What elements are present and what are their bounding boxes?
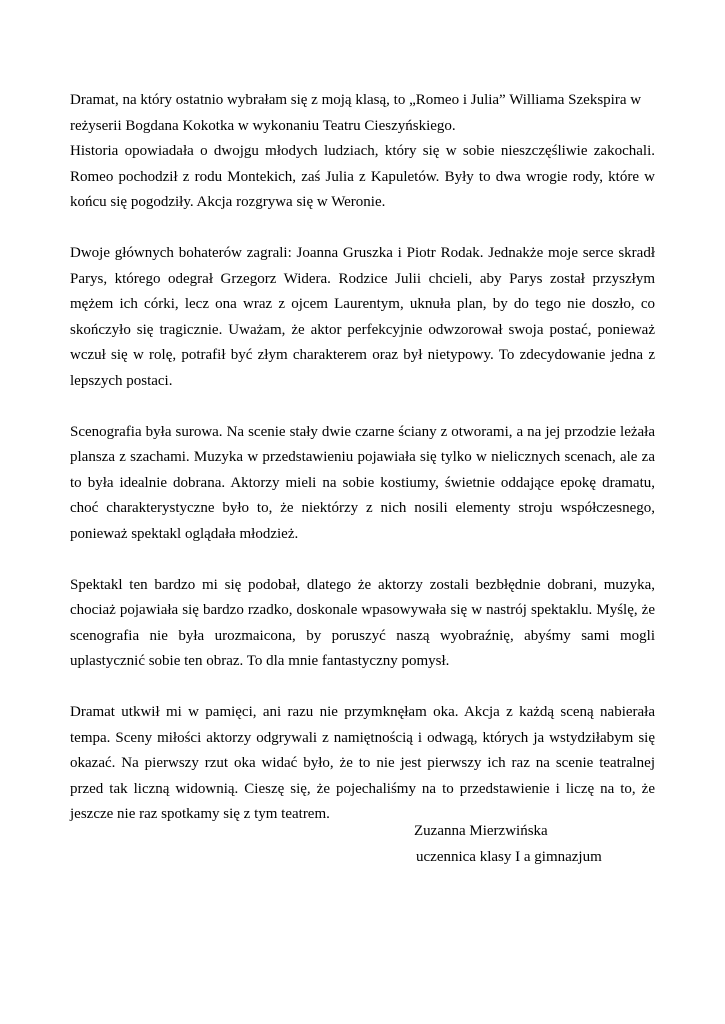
signature-block xyxy=(414,819,602,870)
paragraph-scenography: Scenografia była surowa. Na scenie stały dwie czarne ściany z otworami, a na jej przodzie leżała plansza z szachami. Muzyka w przedstawieniu pojawiała się tylko w nielicznych scenach, ale za to była idealnie dobrana. Aktorzy mieli na sobie kostiumy, świetnie oddające epokę dramatu, choć charakterystyczne było to, że niektórzy z nich nosili elementy stroju współczesnego, ponieważ spektakl oglądała młodzież. xyxy=(70,423,655,542)
paragraph-gap xyxy=(70,675,655,701)
paragraph-actors: Dwoje głównych bohaterów zagrali: Joanna Gruszka i Piotr Rodak. Jednakże moje serce skradł Parys, którego odegrał Grzegorz Widera. Rodzice Julii chcieli, aby Parys został przyszłym mężem ich córki, lecz ona wraz z ojcem Laurentym, uknuła plan, by do tego nie doszło, co skończyło się tragicznie. Uważam, że aktor perfekcyjnie odwzorował swoja postać, ponieważ wczuł się w rolę, potrafił być złym charakterem oraz był nietypowy. To zdecydowanie jedna z lepszych postaci. xyxy=(70,245,655,389)
paragraph-gap xyxy=(70,547,655,573)
paragraph-story: Historia opowiadała o dwojgu młodych ludziach, który się w sobie nieszczęśliwie zakochali. Romeo pochodził z rodu Montekich, zaś Julia z Kapuletów. Były to dwa wrogie rody, które w końcu się pogodziły. Akcja rozgrywa się w Weronie. xyxy=(70,143,655,210)
paragraph-intro: Dramat, na który ostatnio wybrałam się z moją klasą, to „Romeo i Julia” Williama Szekspira w reżyserii Bogdana Kokotka w wykonaniu Teatru Cieszyńskiego. xyxy=(70,92,642,134)
paragraph-conclusion: Dramat utkwił mi w pamięci, ani razu nie przymknęłam oka. Akcja z każdą sceną nabierała tempa. Sceny miłości aktorzy odgrywali z namiętnością i odwagą, których ja wstydziłabym się okazać. Na pierwszy rzut oka widać było, że to nie jest pierwszy ich raz na scenie teatralnej przed tak liczną widownią. Cieszę się, że pojechaliśmy na to przedstawienie i liczę na to, że jeszcze nie raz spotkamy się z tym teatrem. xyxy=(70,704,655,822)
document-body xyxy=(70,88,655,828)
paragraph-gap xyxy=(70,394,655,420)
author-role: uczennica klasy I a gimnazjum xyxy=(416,848,602,865)
paragraph-opinion: Spektakl ten bardzo mi się podobał, dlatego że aktorzy zostali bezbłędnie dobrani, muzyka, chociaż pojawiała się bardzo rzadko, doskonale wpasowywała się w nastrój spektaklu. Myślę, że scenografia nie była urozmaicona, by poruszyć naszą wyobraźnię, abyśmy sami mogli uplastycznić sobie ten obraz. To dla mnie fantastyczny pomysł. xyxy=(70,576,655,669)
paragraph-gap xyxy=(70,216,655,242)
author-name: Zuzanna Mierzwińska xyxy=(414,823,548,839)
